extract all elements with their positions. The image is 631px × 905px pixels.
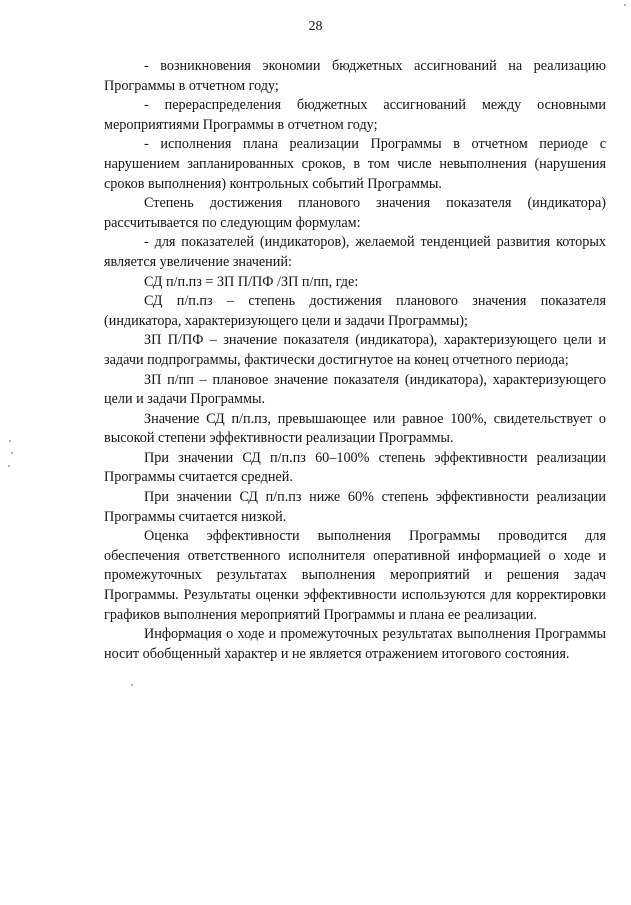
definition-sd: СД п/п.пз – степень достижения планового значения показателя (индикатора, характеризующего цели и задачи Программы);	[104, 293, 606, 329]
paragraph-budget-redistribution: - перераспределения бюджетных ассигнований между основными мероприятиями Программы в отчетном году;	[104, 97, 606, 133]
paragraph-achievement-degree: Степень достижения планового значения показателя (индикатора) рассчитывается по следующим формулам:	[104, 195, 606, 231]
page-number: 28	[308, 19, 323, 34]
paragraph-low-efficiency: При значении СД п/п.пз ниже 60% степень эффективности реализации Программы считается низкой.	[104, 489, 606, 525]
scan-speck	[131, 684, 133, 686]
scan-speck	[624, 4, 626, 6]
formula-line: СД п/п.пз = ЗП П/ПФ /ЗП п/пп, где:	[144, 273, 359, 290]
paragraph-schedule-violation: - исполнения плана реализации Программы в отчетном периоде с нарушением запланированных сроков, в том числе невыполнения (нарушения сроков выполнения) контрольных событий Программы.	[104, 136, 606, 192]
document-body	[104, 57, 606, 664]
paragraph-medium-efficiency: При значении СД п/п.пз 60–100% степень эффективности реализации Программы считается средней.	[104, 449, 606, 486]
paragraph-information-nature: Информация о ходе и промежуточных результатах выполнения Программы носит обобщенный характер и не является отражением итогового состояния.	[104, 626, 606, 662]
paragraph-budget-savings: - возникновения экономии бюджетных ассигнований на реализацию Программы в отчетном году;	[104, 58, 606, 94]
definition-zp-pp: ЗП п/пп – плановое значение показателя (индикатора), характеризующего цели и задачи Программы.	[104, 371, 606, 408]
paragraph-high-efficiency: Значение СД п/п.пз, превышающее или равное 100%, свидетельствует о высокой степени эффективности реализации Программы.	[104, 410, 606, 447]
scan-speck	[8, 465, 10, 467]
scan-speck	[9, 440, 11, 442]
scan-speck	[11, 452, 13, 454]
paragraph-evaluation-purpose: Оценка эффективности выполнения Программы проводится для обеспечения ответственного исполнителя оперативной информацией о ходе и промежуточных результатах выполнения мероприятий и решения задач Программы. Результаты оценки эффективности используются для корректировки графиков выполнения мероприятий Программы и плана ее реализации.	[104, 528, 606, 623]
paragraph-increasing-indicators: - для показателей (индикаторов), желаемой тенденцией развития которых является увеличение значений:	[104, 234, 606, 270]
definition-zp-pf: ЗП П/ПФ – значение показателя (индикатора), характеризующего цели и задачи подпрограммы, фактически достигнутое на конец отчетного периода;	[104, 332, 606, 368]
